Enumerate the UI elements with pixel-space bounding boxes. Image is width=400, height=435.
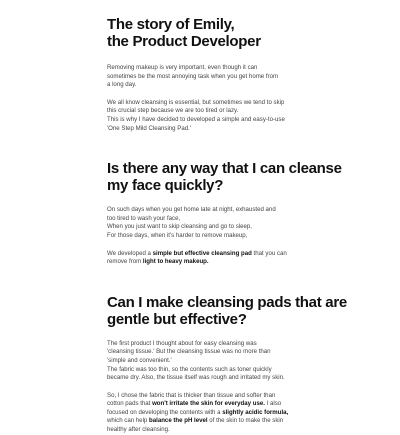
paragraph-line	[107, 64, 332, 73]
section-title-line: Is there any way that I can cleanse	[107, 160, 342, 178]
paragraph-line	[107, 426, 332, 435]
paragraph-line	[107, 374, 332, 383]
body-text: We all know cleansing is essential, but sometimes we tend to skip	[107, 98, 285, 106]
paragraph-line	[107, 223, 332, 232]
body-text: healthy after cleansing.	[107, 426, 170, 434]
body-text: became dry. Also, the tissue itself was rough and irritated my skin.	[107, 374, 285, 382]
section-title	[107, 16, 332, 50]
body-text: Removing makeup is very important, even though it can	[107, 64, 258, 71]
body-text: The fabric was too thin, so the contents such as toner quickly	[107, 365, 272, 373]
body-text: too tired to wash your face,	[107, 214, 181, 222]
paragraph-line	[107, 116, 332, 125]
body-text: For those days, when it's harder to remove makeup,	[107, 231, 248, 239]
body-text: When you just want to skip cleansing and go to sleep,	[107, 223, 252, 231]
body-text: The first product I thought about for easy cleansing was	[107, 339, 257, 347]
emphasis-text: balance the pH level	[149, 417, 208, 425]
paragraph-line	[107, 392, 332, 401]
body-text: which can help	[107, 417, 150, 425]
body-text: 'cleansing tissue.' But the cleansing tissue was no more than	[107, 348, 271, 356]
paragraph-line	[107, 107, 332, 116]
body-text: On such days when you get home late at night, exhausted and	[107, 206, 276, 214]
body-text: that you can	[251, 249, 287, 257]
section-story-of-emily	[107, 16, 332, 133]
body-text: sometimes be the most annoying task when you get home from	[107, 72, 279, 80]
paragraph-line	[107, 357, 332, 366]
section-title-line: the Product Developer	[107, 33, 261, 50]
body-text: of the skin to make the skin	[207, 417, 284, 425]
body-text: focused on developing the contents with a	[107, 408, 223, 416]
section-gentle-but-effective	[107, 293, 347, 435]
body-text: 'simple and convenient.'	[107, 356, 172, 364]
story-paragraph	[107, 206, 332, 240]
paragraph-line	[107, 258, 332, 267]
section-cleanse-quickly	[107, 160, 342, 267]
emphasis-text: won't irritate the skin for everyday use.	[152, 400, 265, 408]
body-text: remove from	[107, 258, 143, 266]
body-text: cotton pads that	[107, 400, 153, 408]
story-paragraph	[107, 340, 332, 383]
emphasis-text: slightly acidic formula,	[222, 408, 289, 416]
paragraph-line	[107, 409, 332, 418]
paragraph-line	[107, 215, 332, 224]
story-paragraph	[107, 250, 332, 267]
section-title-line: my face quickly?	[107, 177, 224, 195]
paragraph-line	[107, 348, 332, 357]
story-paragraph	[107, 99, 332, 133]
paragraph-line	[107, 81, 332, 90]
body-text: I also	[264, 400, 282, 408]
paragraph-line	[107, 206, 332, 215]
body-text: So, I chose the fabric that is thicker than tissue and softer than	[107, 391, 276, 399]
body-text: a long day.	[107, 81, 137, 89]
body-text: This is why I have decided to developed a simple and easy-to-use	[107, 115, 285, 123]
paragraph-line	[107, 417, 332, 426]
body-text: 'One Step Mild Cleansing Pad.'	[107, 124, 191, 132]
paragraph-line	[107, 400, 332, 409]
body-text: We developed a	[107, 249, 153, 257]
section-title	[107, 160, 342, 195]
paragraph-line	[107, 250, 332, 259]
paragraph-line	[107, 366, 332, 375]
body-text: this crucial step because we are too tired or lazy.	[107, 107, 239, 115]
paragraph-line	[107, 125, 332, 134]
emphasis-text: simple but effective cleansing pad	[152, 249, 252, 257]
story-paragraph	[107, 64, 332, 90]
section-title-line: The story of Emily,	[107, 16, 235, 33]
section-title-line: Can I make cleansing pads that are	[107, 293, 347, 311]
section-title-line: gentle but effective?	[107, 310, 247, 328]
paragraph-line	[107, 73, 332, 82]
story-paragraph	[107, 392, 332, 435]
section-title	[107, 293, 347, 328]
paragraph-line	[107, 340, 332, 349]
emphasis-text: light to heavy makeup.	[142, 258, 209, 266]
paragraph-line	[107, 232, 332, 241]
paragraph-line	[107, 99, 332, 108]
